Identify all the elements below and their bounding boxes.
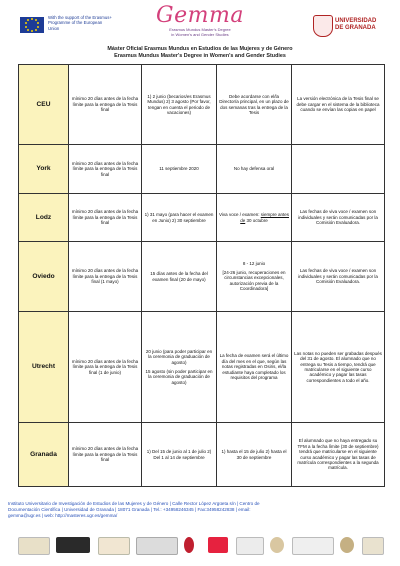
footer-line-2: Documentación Científica | Universidad de Granada | 18071 Granada | Tel.: +34958246345 | Fax:34958242838 | email: [8,507,251,512]
partner-logo-3-icon [98,537,130,555]
submission-cell [142,312,217,423]
table-row [19,312,385,423]
ugr-seal-icon [313,15,333,37]
notes-cell: Las fechas de viva voce / examen son individuales y serán comunicadas por la Comisión Evaluadora. [292,194,385,242]
table-row [19,194,385,242]
defense-cell: No hay defensa oral [217,145,292,194]
page-title [0,46,400,60]
university-cell: Lodz [19,194,69,242]
gemma-logo-subtitle-1: Erasmus Mundus Master's Degree [169,27,231,32]
partner-logo-4-icon [136,537,178,555]
page-title-line-1: Máster Oficial Erasmus Mundus en Estudios de las Mujeres y de Género [107,46,293,52]
university-cell: Oviedo [19,242,69,312]
gemma-logo [145,4,255,38]
defense-underlined: siempre antes de [240,212,289,223]
partner-logo-7-icon [236,537,264,555]
page-footer [8,501,396,519]
thesis-schedule-table [18,64,385,487]
deadline-cell: mínimo 20 días antes de la fecha límite para la entrega de la Tesis final [69,423,142,487]
eu-flag-icon [20,17,44,33]
partner-logo-1-icon [18,537,50,555]
university-cell: Granada [19,423,69,487]
submission-cell: 11 septiembre 2020 [142,145,217,194]
partner-logo-11-icon [362,537,384,555]
table-row [19,65,385,145]
defense-cell [217,242,292,312]
defense-cell: 1) hasta el 15 de julio 2) hasta el 30 de septiembre [217,423,292,487]
partner-logo-2-icon [56,537,90,553]
eu-support-block [20,11,112,41]
partner-logo-8-icon [270,537,284,553]
submission-cell: 1) 31 mayo (para hacer el examen en Junio) 2) 30 septiembre [142,194,217,242]
deadline-cell: mínimo 20 días antes de la fecha límite para la entrega de la Tesis final (1 mayo) [69,242,142,312]
footer-line-1: Instituto Universitario de Investigación de Estudios de las Mujeres y de Género | Calle Rector López Argüeta s/n | Centro de [8,501,260,506]
submission-option-2: 15 agosto (sin poder participar en la ceremonia de graduación de agosto) [145,369,213,385]
table-row [19,145,385,194]
partner-logos [18,537,384,555]
partner-logo-10-icon [340,537,354,553]
notes-cell: El alumnado que no haya entregado su TFM a la fecha límite (30 de septiembre) tendrá que matricularse en el siguiente curso académico y pagar las tasas de matrícula correspondientes a la segunda matrícula. [292,423,385,487]
partner-logo-5-icon [184,537,194,553]
submission-cell: 1) Del 15 de junio al 1 de julio 2) Del 1 al 14 de septiembre [142,423,217,487]
deadline-cell: mínimo 20 días antes de la fecha límite para la entrega de la Tesis final [69,65,142,145]
page-header [0,0,400,52]
page-title-line-2: Erasmus Mundus Master's Degree in Women's and Gender Studies [114,52,286,59]
partner-logo-9-icon [292,537,334,555]
notes-cell: Las fechas de viva voce / examen son individuales y serán comunicadas por la Comisión Evaluadora. [292,242,385,312]
submission-cell: 1) 2 junio (becarios/es Erasmus Mundus) 2) 3 agosto (Por favor, tengan en cuenta el periodo de vacaciones) [142,65,217,145]
university-cell: York [19,145,69,194]
footer-line-3[interactable]: gemma@ugr.es | web: http://masteres.ugr.es/gemma/ [8,513,118,518]
notes-cell: Las notas no pueden ser grabadas después del 31 de agosto. El alumnado que no entrega su Tesis a tiempo, tendrá que matricularse en el siguiente curso académico y pagar las tasas correspondientes a todo el año. [292,312,385,423]
eu-support-text: With the support of the Erasmus+ Programme of the European Union [48,15,112,31]
deadline-cell: mínimo 20 días antes de la fecha límite para la entrega de la Tesis final [69,194,142,242]
defense-resit: [24-26 junio, recuperaciones en circunstancias excepcionales, autorización previa de la Coordinadora] [222,269,286,292]
defense-lead: Viva voce / examen: [219,212,261,218]
notes-cell: La versión electrónica de la Tesis final se debe cargar en el sistema de la biblioteca cuando se envían las copias en papel [292,65,385,145]
university-cell: Utrecht [19,312,69,423]
defense-cell: Debe acordarse con el/la Director/a principal, en un plazo de dos semanas tras la entrega de la Tesis [217,65,292,145]
deadline-cell: mínimo 20 días antes de la fecha límite para la entrega de la Tesis final [69,145,142,194]
university-cell: CEU [19,65,69,145]
deadline-cell: mínimo 20 días antes de la fecha límite para la entrega de la Tesis final (1 de junio) [69,312,142,423]
notes-cell [292,145,385,194]
defense-cell [217,194,292,242]
ugr-name-line-2: DE GRANADA [335,25,376,31]
table-row [19,242,385,312]
ugr-logo [313,13,383,39]
defense-dates: 8 - 12 junio [242,261,266,267]
ugr-name-line-1: UNIVERSIDAD [335,18,377,24]
submission-cell: 15 días antes de la fecha del examen final (20 de mayo) [142,242,217,312]
defense-tail: 30 octubre [245,217,268,223]
partner-logo-6-icon [208,537,228,553]
gemma-logo-subtitle-2: in Women's and Gender Studies [171,31,229,37]
gemma-logo-word: Gemma [156,3,244,28]
defense-cell: La fecha de examen será el último día del mes en el que, según las notas registradas en Osiris, el/la estudiante haya completado los requisitos del programa [217,312,292,423]
submission-option-1: 20 junio (para poder participar en la ceremonia de graduación de agosto) [145,348,213,365]
table-row [19,423,385,487]
